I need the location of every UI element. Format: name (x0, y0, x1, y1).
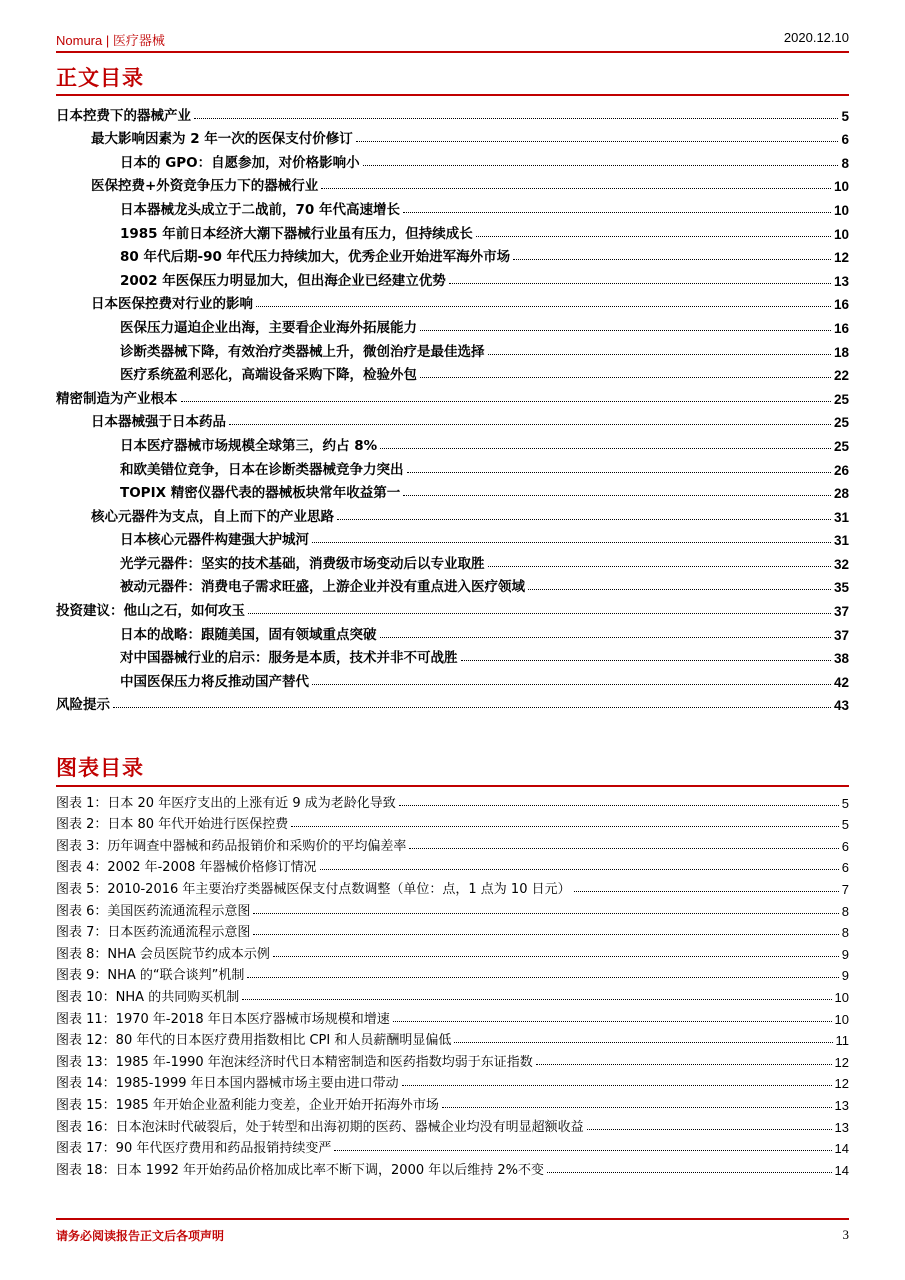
figure-entry-page: 13 (834, 1097, 849, 1113)
dot-leader (528, 589, 831, 590)
figure-entry[interactable] (56, 832, 849, 854)
figure-entry-title: 图表 8：NHA 会员医院节约成本示例 (56, 946, 270, 962)
toc-entry-page: 43 (833, 698, 849, 714)
figure-entry-title: 图表 13：1985 年-1990 年泡沫经济时代日本精密制造和医药指数均弱于东证指数 (56, 1054, 533, 1070)
toc-entry-title: 核心元器件为支点，自上而下的产业思路 (91, 508, 334, 525)
figure-entry[interactable] (56, 875, 849, 897)
header-rule (56, 51, 849, 53)
dot-leader (181, 401, 831, 402)
figure-entry-title: 图表 15：1985 年开始企业盈利能力变差，企业开始开拓海外市场 (56, 1097, 439, 1113)
dot-leader (449, 283, 831, 284)
page-number: 3 (842, 1227, 849, 1242)
dot-leader (356, 141, 839, 142)
page-header (56, 20, 849, 52)
figures-title: 图表目录 (56, 755, 144, 780)
figure-entry-page: 6 (841, 860, 849, 876)
figure-entry[interactable] (56, 1113, 849, 1135)
toc-entry-title: 医保压力逼迫企业出海，主要看企业海外拓展能力 (120, 319, 417, 336)
toc-entry-title: 日本器械强于日本药品 (91, 414, 226, 431)
figure-entry-page: 5 (841, 817, 849, 833)
figure-entry[interactable] (56, 1156, 849, 1178)
dot-leader (393, 1021, 832, 1022)
toc-entry-page: 37 (833, 627, 849, 643)
toc-entry-page: 8 (841, 155, 849, 171)
toc-entry-title: 投资建议：他山之石，如何攻玉 (56, 603, 245, 620)
dot-leader (242, 999, 831, 1000)
figure-entry-page: 11 (835, 1033, 849, 1049)
figure-entry-page: 8 (841, 925, 849, 941)
figures-title-rule (56, 785, 849, 787)
dot-leader (380, 637, 831, 638)
figure-entry[interactable] (56, 1005, 849, 1027)
toc-entry-title: 和欧美错位竞争，日本在诊断类器械竞争力突出 (120, 461, 404, 478)
toc-entry[interactable] (56, 218, 849, 242)
figure-entry-title: 图表 4：2002 年-2008 年器械价格修订情况 (56, 860, 317, 876)
dot-leader (409, 848, 838, 849)
toc-entry-page: 13 (833, 273, 849, 289)
toc-entry[interactable] (56, 312, 849, 336)
figure-entry-page: 6 (841, 838, 849, 854)
header-date: 2020.12.10 (783, 30, 849, 45)
dot-leader (513, 259, 831, 260)
toc-entry[interactable] (56, 501, 849, 525)
toc-entry-page: 6 (841, 132, 849, 148)
toc-entry-title: 被动元器件：消费电子需求旺盛，上游企业并没有重点进入医疗领域 (120, 579, 525, 596)
figure-entry-title: 图表 6：美国医药流通流程示意图 (56, 903, 251, 919)
toc-entry[interactable] (56, 289, 849, 313)
figure-entry[interactable] (56, 1091, 849, 1113)
dot-leader (273, 956, 839, 957)
dot-leader (256, 306, 831, 307)
toc-entry-page: 10 (833, 202, 849, 218)
figure-entry[interactable] (56, 789, 849, 811)
figure-entry-title: 图表 7：日本医药流通流程示意图 (56, 925, 251, 941)
figure-entry-title: 图表 5：2010-2016 年主要治疗类器械医保支付点数调整（单位：点，1 点为 10 日元） (56, 881, 571, 897)
toc-entry[interactable] (56, 194, 849, 218)
figure-entry-page: 12 (834, 1054, 849, 1070)
toc-entry-page: 28 (833, 486, 849, 502)
toc-entry[interactable] (56, 265, 849, 289)
toc-entry[interactable] (56, 147, 849, 171)
toc-entry-title: 日本核心元器件构建强大护城河 (120, 532, 309, 549)
figure-entry[interactable] (56, 854, 849, 876)
figure-entry-title: 图表 12：80 年代的日本医疗费用指数相比 CPI 和人员薪酬明显偏低 (56, 1033, 452, 1049)
toc-entry[interactable] (56, 430, 849, 454)
toc-entry[interactable] (56, 619, 849, 643)
toc-entry-page: 5 (841, 108, 849, 124)
toc-entry[interactable] (56, 595, 849, 619)
toc-entry[interactable] (56, 100, 849, 124)
dot-leader (194, 118, 838, 119)
dot-leader (253, 913, 838, 914)
toc-entry-page: 37 (833, 604, 849, 620)
figure-entry-page: 13 (834, 1119, 849, 1135)
dot-leader (248, 613, 831, 614)
toc-entry[interactable] (56, 360, 849, 384)
toc-entry-title: 诊断类器械下降，有效治疗类器械上升，微创治疗是最佳选择 (120, 343, 485, 360)
table-of-contents (56, 100, 849, 713)
toc-entry[interactable] (56, 242, 849, 266)
toc-entry-page: 18 (833, 344, 849, 360)
dot-leader (380, 448, 831, 449)
toc-entry-title: 医疗系统盈利恶化，高端设备采购下降，检验外包 (120, 367, 417, 384)
toc-entry-title: 日本的战略：跟随美国，固有领域重点突破 (120, 626, 377, 643)
dot-leader (402, 1085, 832, 1086)
toc-entry[interactable] (56, 666, 849, 690)
brand-separator: | (105, 33, 110, 48)
toc-entry-page: 12 (833, 250, 849, 266)
toc-entry-page: 26 (833, 462, 849, 478)
figure-entry[interactable] (56, 1027, 849, 1049)
figure-entry-title: 图表 17：90 年代医疗费用和药品报销持续变严 (56, 1141, 332, 1157)
figure-entry-title: 图表 1：日本 20 年医疗支出的上涨有近 9 成为老龄化导致 (56, 795, 396, 811)
toc-entry-title: 光学元器件：坚实的技术基础，消费级市场变动后以专业取胜 (120, 555, 485, 572)
toc-entry[interactable] (56, 478, 849, 502)
dot-leader (229, 424, 831, 425)
toc-entry-page: 25 (833, 391, 849, 407)
dot-leader (574, 891, 839, 892)
figure-entry-title: 图表 3：历年调查中器械和药品报销价和采购价的平均偏差率 (56, 838, 407, 854)
toc-entry-title: 日本医保控费对行业的影响 (91, 296, 253, 313)
toc-entry[interactable] (56, 525, 849, 549)
figure-entry[interactable] (56, 811, 849, 833)
figure-entry-title: 图表 10：NHA 的共同购买机制 (56, 989, 240, 1005)
disclaimer-note: 请务必阅读报告正文后各项声明 (56, 1229, 225, 1243)
figure-entry-title: 图表 14：1985-1999 年日本国内器械市场主要由进口带动 (56, 1076, 399, 1092)
dot-leader (461, 660, 831, 661)
header-section: 医疗器械 (112, 33, 165, 48)
toc-entry-page: 25 (833, 438, 849, 454)
figure-entry-page: 8 (841, 903, 849, 919)
toc-entry-page: 16 (833, 320, 849, 336)
figure-entry-page: 10 (834, 989, 849, 1005)
toc-entry-page: 10 (833, 226, 849, 242)
toc-entry[interactable] (56, 336, 849, 360)
figure-entry[interactable] (56, 983, 849, 1005)
toc-entry-page: 38 (833, 651, 849, 667)
toc-entry-title: 对中国器械行业的启示：服务是本质，技术并非不可战胜 (120, 650, 458, 667)
toc-entry-page: 31 (833, 509, 849, 525)
toc-entry[interactable] (56, 690, 849, 714)
dot-leader (488, 566, 831, 567)
footer-rule (56, 1218, 849, 1220)
toc-title-rule (56, 94, 849, 96)
dot-leader (420, 377, 831, 378)
dot-leader (488, 354, 831, 355)
toc-entry-title: TOPIX 精密仪器代表的器械板块常年收益第一 (120, 485, 401, 502)
figure-entry-title: 图表 11：1970 年-2018 年日本医疗器械市场规模和增速 (56, 1011, 390, 1027)
dot-leader (113, 707, 831, 708)
toc-entry-title: 精密制造为产业根本 (56, 390, 178, 407)
figure-entry-page: 9 (841, 946, 849, 962)
dot-leader (420, 330, 831, 331)
toc-entry[interactable] (56, 454, 849, 478)
dot-leader (547, 1172, 832, 1173)
toc-entry-title: 日本控费下的器械产业 (56, 107, 191, 124)
dot-leader (334, 1150, 831, 1151)
dot-leader (454, 1042, 832, 1043)
figure-entry[interactable] (56, 1070, 849, 1092)
dot-leader (291, 826, 839, 827)
figure-entry-page: 9 (841, 968, 849, 984)
figure-entry[interactable] (56, 897, 849, 919)
dot-leader (253, 934, 838, 935)
toc-entry-page: 25 (833, 415, 849, 431)
figure-entry[interactable] (56, 919, 849, 941)
figure-entry-page: 14 (834, 1141, 849, 1157)
figure-list (56, 789, 849, 1178)
toc-entry-title: 最大影响因素为 2 年一次的医保支付价修订 (91, 131, 353, 148)
toc-entry-page: 32 (833, 556, 849, 572)
header-brand (56, 30, 165, 49)
dot-leader (587, 1129, 832, 1130)
toc-entry-page: 42 (833, 674, 849, 690)
toc-entry[interactable] (56, 407, 849, 431)
figure-entry-page: 10 (834, 1011, 849, 1027)
dot-leader (312, 684, 831, 685)
dot-leader (403, 212, 831, 213)
dot-leader (321, 188, 831, 189)
figure-entry[interactable] (56, 1135, 849, 1157)
dot-leader (536, 1064, 832, 1065)
toc-entry[interactable] (56, 124, 849, 148)
toc-entry[interactable] (56, 572, 849, 596)
toc-entry-title: 80 年代后期-90 年代压力持续加大，优秀企业开始进军海外市场 (120, 249, 511, 266)
figure-entry-title: 图表 2：日本 80 年代开始进行医保控费 (56, 817, 289, 833)
toc-entry-title: 日本的 GPO：自愿参加，对价格影响小 (120, 154, 360, 171)
toc-entry-title: 日本器械龙头成立于二战前，70 年代高速增长 (120, 201, 400, 218)
figure-entry-title: 图表 18：日本 1992 年开始药品价格加成比率不断下调，2000 年以后维持 2%不变 (56, 1162, 544, 1178)
dot-leader (407, 472, 831, 473)
toc-entry-title: 风险提示 (56, 697, 110, 714)
toc-entry[interactable] (56, 171, 849, 195)
toc-entry-title: 医保控费+外资竞争压力下的器械行业 (91, 178, 319, 195)
dot-leader (247, 977, 838, 978)
dot-leader (312, 542, 831, 543)
toc-entry-page: 22 (833, 368, 849, 384)
dot-leader (403, 495, 831, 496)
toc-entry[interactable] (56, 643, 849, 667)
toc-entry-page: 16 (833, 297, 849, 313)
figure-entry[interactable] (56, 1048, 849, 1070)
toc-entry-page: 10 (833, 179, 849, 195)
figure-entry[interactable] (56, 962, 849, 984)
brand-name: Nomura (56, 33, 103, 48)
dot-leader (442, 1107, 832, 1108)
dot-leader (363, 165, 839, 166)
figure-entry-page: 5 (841, 795, 849, 811)
figure-entry-page: 7 (841, 881, 849, 897)
toc-entry[interactable] (56, 548, 849, 572)
toc-entry-title: 1985 年前日本经济大潮下器械行业虽有压力，但持续成长 (120, 225, 473, 242)
toc-entry-title: 中国医保压力将反推动国产替代 (120, 673, 309, 690)
toc-entry-page: 35 (833, 580, 849, 596)
figure-entry-title: 图表 16：日本泡沫时代破裂后，处于转型和出海初期的医药、器械企业均没有明显超额收益 (56, 1119, 584, 1135)
figure-entry-title: 图表 9：NHA 的“联合谈判”机制 (56, 968, 245, 984)
figure-entry-page: 14 (834, 1162, 849, 1178)
toc-entry[interactable] (56, 383, 849, 407)
toc-entry-title: 日本医疗器械市场规模全球第三，约占 8% (120, 437, 378, 454)
figure-entry-page: 12 (834, 1076, 849, 1092)
page-footer (56, 1218, 849, 1258)
dot-leader (320, 869, 839, 870)
dot-leader (337, 519, 831, 520)
figure-entry[interactable] (56, 940, 849, 962)
toc-entry-title: 2002 年医保压力明显加大，但出海企业已经建立优势 (120, 272, 446, 289)
toc-entry-page: 31 (833, 533, 849, 549)
dot-leader (399, 805, 839, 806)
dot-leader (476, 236, 831, 237)
toc-title: 正文目录 (56, 65, 144, 90)
